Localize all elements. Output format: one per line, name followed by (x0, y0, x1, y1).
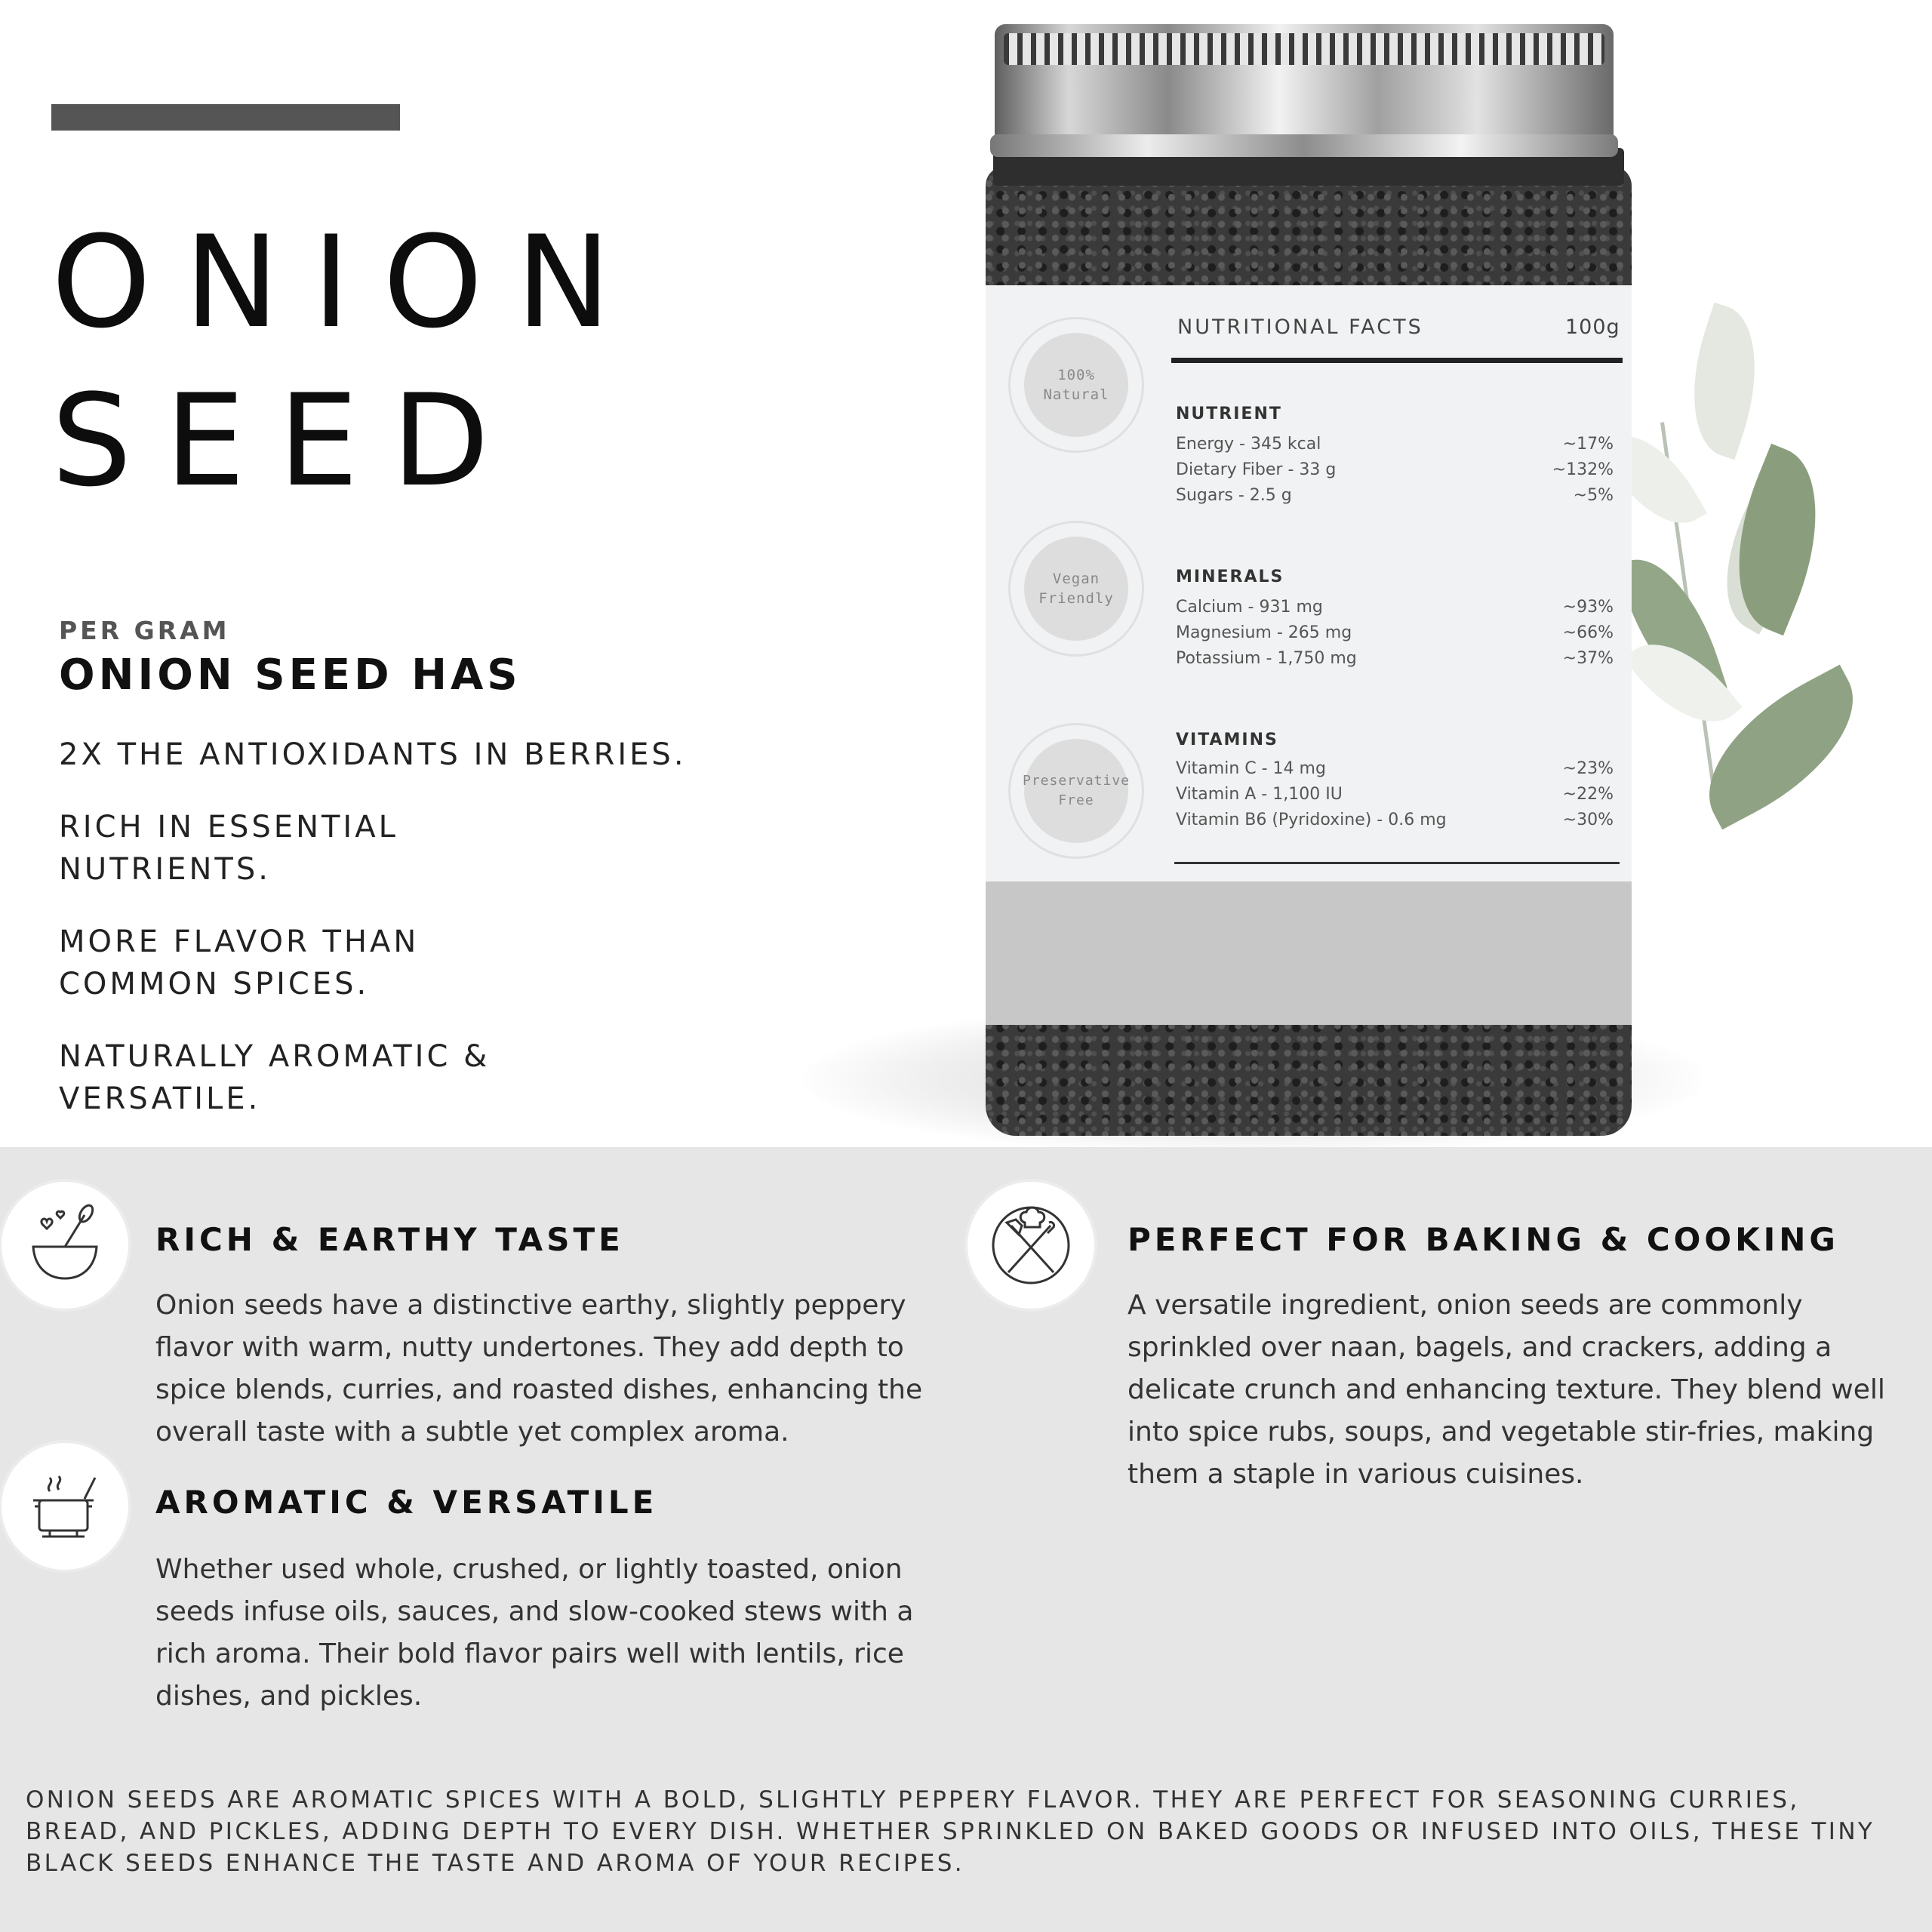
mixing-bowl-whisk-icon (2, 1182, 128, 1309)
nutrient-pct: ~17% (1562, 435, 1614, 454)
chef-hat-utensils-icon (968, 1182, 1094, 1309)
nutrient-pct: ~132% (1552, 460, 1614, 479)
nutrition-section-title: NUTRIENT (1176, 405, 1282, 423)
nutrient-pct: ~30% (1562, 811, 1614, 829)
nutrient-pct: ~93% (1562, 598, 1614, 617)
nutrient-name: Calcium - 931 mg (1176, 598, 1323, 617)
nutrition-section-title: VITAMINS (1176, 731, 1278, 749)
nutrient-name: Vitamin A - 1,100 IU (1176, 785, 1343, 804)
nutrition-rule (1171, 358, 1623, 363)
nutrient-name: Vitamin C - 14 mg (1176, 759, 1326, 778)
nutrient-name: Dietary Fiber - 33 g (1176, 460, 1337, 479)
nutrition-rule-bottom (1174, 862, 1620, 864)
badge-text: Preservative Free (1024, 739, 1128, 843)
nutrition-row (1176, 759, 1614, 785)
feature-title: PERFECT FOR BAKING & COOKING (1128, 1221, 1839, 1258)
feature-body: Whether used whole, crushed, or lightly toasted, onion seeds infuse oils, sauces, and slow-cooked stews with a rich aroma. Their bold flavor pairs well with lentils, rice dishes, and pickles. (155, 1554, 914, 1712)
nutrition-serving: 100g (1565, 315, 1620, 339)
claims-list (59, 734, 738, 1147)
claim-item: MORE FLAVOR THAN COMMON SPICES. (59, 924, 420, 1001)
claim-item: RICH IN ESSENTIAL NUTRIENTS. (59, 810, 398, 887)
jar-lid-rim (990, 134, 1618, 157)
nutrition-header: NUTRITIONAL FACTS (1177, 315, 1423, 339)
jar-label-band (986, 881, 1632, 1025)
footer-description: ONION SEEDS ARE AROMATIC SPICES WITH A BOLD, SLIGHTLY PEPPERY FLAVOR. THEY ARE PERFECT FOR SEASONING CURRIES, BREAD, AND PICKLES, ADDING DEPTH TO EVERY DISH. WHETHER SPRINKLED ON BAKED GOODS OR INFUSED INTO OILS, THESE TINY BLACK SEEDS ENHANCE THE TASTE AND AROMA OF YOUR RECIPES. (26, 1786, 1875, 1877)
cooking-pot-icon (2, 1443, 128, 1570)
nutrient-pct: ~22% (1562, 785, 1614, 804)
nutrition-row (1176, 649, 1614, 675)
nutrition-row (1176, 785, 1614, 811)
nutrition-row (1176, 623, 1614, 649)
kicker: PER GRAM (59, 616, 230, 645)
feature-title: AROMATIC & VERSATILE (155, 1484, 658, 1521)
nutrient-pct: ~66% (1562, 623, 1614, 642)
badge-preservative-free (1008, 723, 1144, 859)
nutrient-pct: ~23% (1562, 759, 1614, 778)
subtitle: ONION SEED HAS (59, 651, 521, 700)
nutrition-row (1176, 598, 1614, 623)
feature-body: Onion seeds have a distinctive earthy, slightly peppery flavor with warm, nutty undertones. They add depth to spice blends, curries, and roasted dishes, enhancing the overall taste with a subtle yet complex aroma. (155, 1290, 923, 1447)
badge-vegan (1008, 521, 1144, 657)
nutrient-name: Potassium - 1,750 mg (1176, 649, 1357, 668)
nutrient-name: Vitamin B6 (Pyridoxine) - 0.6 mg (1176, 811, 1447, 829)
feature-body: A versatile ingredient, onion seeds are commonly sprinkled over naan, bagels, and crackers, adding a delicate crunch and enhancing texture. They blend well into spice rubs, soups, and vegetable stir-fries, making them a staple in various cuisines. (1128, 1290, 1885, 1490)
badge-text: 100% Natural (1024, 333, 1128, 437)
badge-text: Vegan Friendly (1024, 537, 1128, 641)
jar-lid-grip (1004, 33, 1604, 65)
nutrient-name: Energy - 345 kcal (1176, 435, 1321, 454)
accent-bar (51, 104, 400, 131)
product-title-line-1: ONION (51, 208, 645, 356)
claim-item: 2X THE ANTIOXIDANTS IN BERRIES. (59, 737, 687, 772)
badge-natural (1008, 317, 1144, 453)
nutrition-row (1176, 486, 1614, 512)
feature-title: RICH & EARTHY TASTE (155, 1221, 624, 1258)
nutrition-row (1176, 435, 1614, 460)
nutrition-row (1176, 811, 1614, 836)
nutrient-name: Sugars - 2.5 g (1176, 486, 1292, 505)
nutrient-pct: ~5% (1573, 486, 1614, 505)
leaf-icon (1706, 444, 1848, 635)
nutrient-name: Magnesium - 265 mg (1176, 623, 1352, 642)
leaf-icon (1670, 303, 1779, 460)
nutrition-section-title: MINERALS (1176, 568, 1284, 586)
claim-item: NATURALLY AROMATIC & VERSATILE. (59, 1039, 491, 1116)
nutrition-row (1176, 460, 1614, 486)
product-title-line-2: SEED (51, 367, 523, 515)
nutrient-pct: ~37% (1562, 649, 1614, 668)
